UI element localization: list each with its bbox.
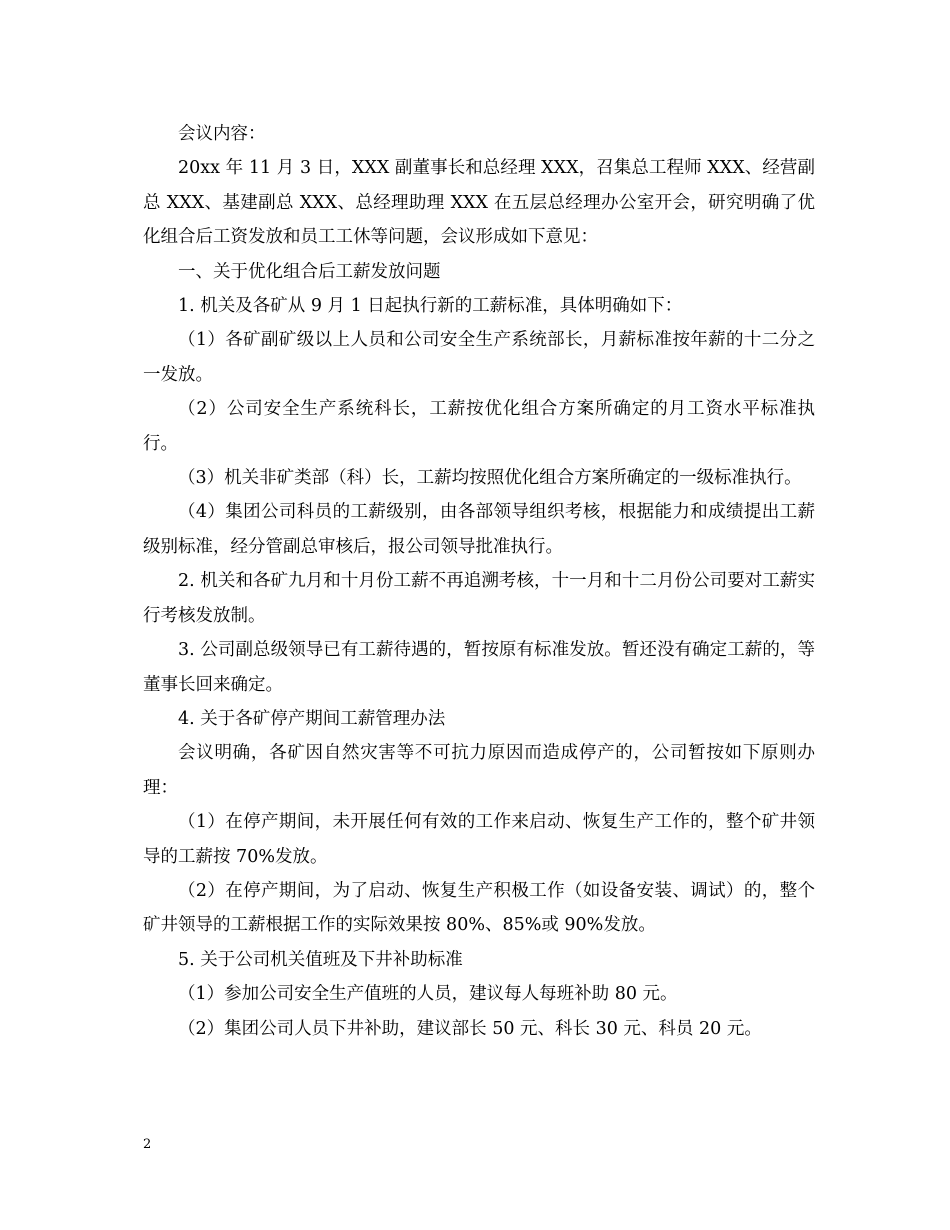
list-item-5: 5. 关于公司机关值班及下井补助标准	[178, 949, 463, 970]
section-heading-meeting-content: 会议内容：	[178, 124, 266, 144]
list-item-4: 4. 关于各矿停产期间工薪管理办法	[178, 708, 446, 729]
sub-item-1-3: （3）机关非矿类部（科）长，工薪均按照优化组合方案所确定的一级标准执行。	[178, 468, 802, 489]
sub-item-4-2: （2）在停产期间，为了启动、恢复生产积极工作（如设备安装、调试）的，整个矿井领导的工薪根据工作的实际效果按 80%、85%或 90%发放。	[143, 880, 815, 936]
section-heading-salary: 一、关于优化组合后工薪发放问题	[178, 261, 441, 282]
sub-item-1-1: （1）各矿副矿级以上人员和公司安全生产系统部长，月薪标准按年薪的十二分之一发放。	[143, 330, 815, 385]
page-number: 2	[143, 1137, 152, 1152]
sub-item-5-2: （2）集团公司人员下井补助，建议部长 50 元、科长 30 元、科员 20 元。	[178, 1018, 762, 1039]
document-body	[143, 117, 815, 1046]
sub-item-1-2: （2）公司安全生产系统科长，工薪按优化组合方案所确定的月工资水平标准执行。	[143, 399, 815, 454]
list-item-1: 1. 机关及各矿从 9 月 1 日起执行新的工薪标准，具体明确如下：	[178, 296, 683, 317]
list-item-3: 3. 公司副总级领导已有工薪待遇的，暂按原有标准发放。暂还没有确定工薪的，等董事长回来确定。	[143, 640, 815, 695]
list-item-2: 2. 机关和各矿九月和十月份工薪不再追溯考核，十一月和十二月份公司要对工薪实行考核发放制。	[143, 571, 815, 626]
meeting-summary-paragraph: 20xx 年 11 月 3 日，XXX 副董事长和总经理 XXX，召集总工程师 XXX、经营副总 XXX、基建副总 XXX、总经理助理 XXX 在五层总经理办公室开会，研究明确了优化组合后工资发放和员工工休等问题，会议形成如下意见：	[143, 158, 815, 248]
list-item-4-intro: 会议明确，各矿因自然灾害等不可抗力原因而造成停产的，公司暂按如下原则办理：	[143, 743, 815, 798]
sub-item-5-1: （1）参加公司安全生产值班的人员，建议每人每班补助 80 元。	[178, 984, 678, 1005]
sub-item-1-4: （4）集团公司科员的工薪级别，由各部领导组织考核，根据能力和成绩提出工薪级别标准，经分管副总审核后，报公司领导批准执行。	[143, 502, 815, 557]
sub-item-4-1: （1）在停产期间，未开展任何有效的工作来启动、恢复生产工作的，整个矿井领导的工薪按 70%发放。	[143, 812, 815, 867]
